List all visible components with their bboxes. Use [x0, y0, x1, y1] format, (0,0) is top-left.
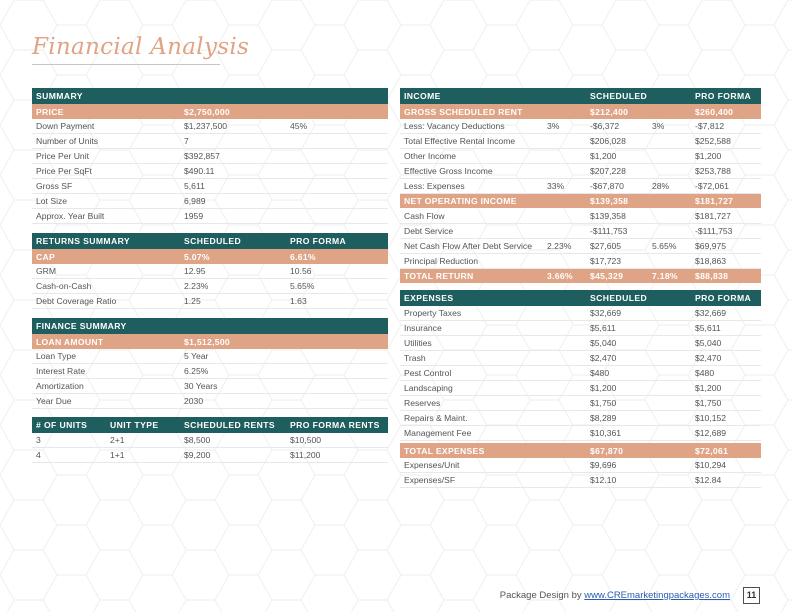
table-row: [400, 306, 761, 321]
cell-count: 4: [32, 448, 106, 463]
cell-label: Cash Flow: [400, 208, 543, 223]
cell-proforma: 1.63: [286, 294, 388, 309]
table-row: [400, 321, 761, 336]
cell-label: Repairs & Maint.: [400, 410, 586, 425]
cell-label: Management Fee: [400, 425, 586, 440]
cell-ppct: [648, 253, 691, 268]
cell-label: Down Payment: [32, 119, 180, 134]
cell-label: Landscaping: [400, 380, 586, 395]
cell-label: Less: Vacancy Deductions: [400, 119, 543, 134]
table-row: [32, 134, 388, 149]
units-type-header: UNIT TYPE: [106, 417, 180, 433]
cell-empty: [286, 349, 388, 364]
cell-scheduled: 2.23%: [180, 279, 286, 294]
cell-proforma: $2,470: [691, 351, 761, 366]
cap-row: [32, 249, 388, 264]
cell-ppct: 28%: [648, 179, 691, 194]
cell-spct: [543, 223, 586, 238]
noi-row: [400, 193, 761, 208]
table-row: [400, 336, 761, 351]
cell-pct: [286, 208, 388, 223]
cell-empty: [286, 379, 388, 394]
cell-ppct: 5.65%: [648, 238, 691, 253]
gross-rent-proforma: $260,400: [691, 104, 761, 119]
cell-ppct: 3%: [648, 119, 691, 134]
returns-header-row: [32, 233, 388, 249]
cell-value: 6.25%: [180, 364, 286, 379]
cell-value: 2030: [180, 394, 286, 409]
cell-scheduled: $10,361: [586, 425, 691, 440]
footer-prefix: Package Design by: [499, 590, 585, 601]
cell-label: Trash: [400, 351, 586, 366]
units-count-header: # OF UNITS: [32, 417, 106, 433]
table-row: [400, 164, 761, 179]
table-row: [400, 458, 761, 473]
gross-rent-scheduled: $212,400: [586, 104, 691, 119]
cell-scheduled: $8,289: [586, 410, 691, 425]
summary-header-row: [32, 88, 388, 104]
table-row: [32, 279, 388, 294]
cell-value: 30 Years: [180, 379, 286, 394]
total-expenses-proforma: $72,061: [691, 443, 761, 458]
cell-label: Pest Control: [400, 366, 586, 381]
table-row: [400, 366, 761, 381]
table-row: [400, 208, 761, 223]
cap-scheduled: 5.07%: [180, 249, 286, 264]
cell-proforma: $5,611: [691, 321, 761, 336]
table-row: [400, 425, 761, 440]
cell-scheduled: $9,696: [586, 458, 691, 473]
cell-scheduled: $139,358: [586, 208, 648, 223]
page-title: Financial Analysis: [32, 34, 250, 60]
table-row: [32, 164, 388, 179]
unit-mix-header-row: [32, 417, 388, 433]
cell-label: Cash-on-Cash: [32, 279, 180, 294]
cell-spct: [543, 134, 586, 149]
table-row: [400, 473, 761, 488]
table-row: [400, 149, 761, 164]
title-underline: [32, 64, 220, 65]
expenses-table: [400, 290, 761, 488]
cell-scheduled: $9,200: [180, 448, 286, 463]
cell-label: Number of Units: [32, 134, 180, 149]
cell-label: Price Per Unit: [32, 149, 180, 164]
finance-table: [32, 318, 388, 409]
cell-value: $392,857: [180, 149, 286, 164]
loan-amount-value: $1,512,500: [180, 334, 388, 349]
income-proforma-header: PRO FORMA: [691, 88, 761, 104]
cell-scheduled: $5,611: [586, 321, 691, 336]
cell-label: Insurance: [400, 321, 586, 336]
income-rows-a: [400, 119, 761, 193]
price-label: PRICE: [32, 104, 180, 119]
expenses-header: EXPENSES: [400, 290, 586, 306]
cell-spct: 2.23%: [543, 238, 586, 253]
cell-scheduled: $12.10: [586, 473, 691, 488]
cell-label: Net Cash Flow After Debt Service: [400, 238, 543, 253]
total-expenses-scheduled: $67,870: [586, 443, 691, 458]
cell-scheduled: $5,040: [586, 336, 691, 351]
returns-header: RETURNS SUMMARY: [32, 233, 180, 249]
cell-label: Less: Expenses: [400, 179, 543, 194]
loan-amount-row: [32, 334, 388, 349]
cell-empty: [286, 364, 388, 379]
table-row: [400, 380, 761, 395]
noi-scheduled: $139,358: [586, 193, 691, 208]
cell-proforma: -$7,812: [691, 119, 761, 134]
cell-proforma: -$111,753: [691, 223, 761, 238]
cell-proforma: $480: [691, 366, 761, 381]
cell-spct: 3%: [543, 119, 586, 134]
table-row: [32, 149, 388, 164]
table-row: [400, 253, 761, 268]
cell-ppct: [648, 164, 691, 179]
cell-label: Utilities: [400, 336, 586, 351]
finance-header: FINANCE SUMMARY: [32, 318, 388, 334]
cell-pct: [286, 164, 388, 179]
cell-value: 6,989: [180, 193, 286, 208]
cap-label: CAP: [32, 249, 180, 264]
total-expenses-label: TOTAL EXPENSES: [400, 443, 586, 458]
cell-label: Price Per SqFt: [32, 164, 180, 179]
cell-scheduled: $207,228: [586, 164, 648, 179]
table-row: [32, 433, 388, 448]
table-row: [32, 208, 388, 223]
summary-rows: [32, 119, 388, 223]
table-row: [400, 223, 761, 238]
loan-amount-label: LOAN AMOUNT: [32, 334, 180, 349]
table-row: [400, 395, 761, 410]
cell-proforma: $5,040: [691, 336, 761, 351]
cell-pct: [286, 193, 388, 208]
expenses-scheduled-header: SCHEDULED: [586, 290, 691, 306]
income-rows-b: [400, 208, 761, 268]
cell-scheduled: $206,028: [586, 134, 648, 149]
cell-proforma: $1,200: [691, 149, 761, 164]
cell-label: Amortization: [32, 379, 180, 394]
cell-proforma: $18,863: [691, 253, 761, 268]
cell-proforma: 10.56: [286, 264, 388, 279]
cell-empty: [286, 394, 388, 409]
cell-spct: 33%: [543, 179, 586, 194]
cell-spct: [543, 149, 586, 164]
cell-label: Year Due: [32, 394, 180, 409]
cap-proforma: 6.61%: [286, 249, 388, 264]
cell-scheduled: -$6,372: [586, 119, 648, 134]
table-row: [32, 179, 388, 194]
cell-pct: [286, 134, 388, 149]
cell-spct: [543, 164, 586, 179]
total-return-proforma: $88,838: [691, 268, 761, 283]
cell-proforma: 5.65%: [286, 279, 388, 294]
cell-scheduled: 12.95: [180, 264, 286, 279]
cell-label: Debt Service: [400, 223, 543, 238]
cell-value: 7: [180, 134, 286, 149]
price-row: [32, 104, 388, 119]
table-row: [400, 351, 761, 366]
cell-scheduled: $8,500: [180, 433, 286, 448]
cell-label: Interest Rate: [32, 364, 180, 379]
cell-label: Property Taxes: [400, 306, 586, 321]
cell-proforma: $10,152: [691, 410, 761, 425]
cell-label: Approx. Year Built: [32, 208, 180, 223]
expenses-proforma-header: PRO FORMA: [691, 290, 761, 306]
income-header-row: [400, 88, 761, 104]
cell-label: Total Effective Rental Income: [400, 134, 543, 149]
cell-pct: [286, 179, 388, 194]
cell-value: 1959: [180, 208, 286, 223]
cell-proforma: $10,294: [691, 458, 761, 473]
total-return-scheduled: $45,329: [586, 268, 648, 283]
cell-proforma: $253,788: [691, 164, 761, 179]
cell-scheduled: $32,669: [586, 306, 691, 321]
table-row: [400, 238, 761, 253]
gross-rent-label: GROSS SCHEDULED RENT: [400, 104, 586, 119]
total-return-row: [400, 268, 761, 283]
cell-count: 3: [32, 433, 106, 448]
returns-proforma-header: PRO FORMA: [286, 233, 388, 249]
finance-rows: [32, 349, 388, 409]
table-row: [400, 410, 761, 425]
unit-mix-table: [32, 417, 388, 463]
cell-label: Gross SF: [32, 179, 180, 194]
table-row: [32, 119, 388, 134]
unit-mix-rows: [32, 433, 388, 463]
finance-header-row: [32, 318, 388, 334]
cell-scheduled: $1,750: [586, 395, 691, 410]
summary-table: [32, 88, 388, 224]
cell-scheduled: -$67,870: [586, 179, 648, 194]
cell-type: 2+1: [106, 433, 180, 448]
table-row: [400, 134, 761, 149]
cell-scheduled: $1,200: [586, 149, 648, 164]
cell-proforma: $10,500: [286, 433, 388, 448]
total-return-proforma-pct: 7.18%: [648, 268, 691, 283]
gross-rent-row: [400, 104, 761, 119]
cell-proforma: $1,200: [691, 380, 761, 395]
cell-proforma: -$72,061: [691, 179, 761, 194]
table-row: [32, 264, 388, 279]
cell-label: Lot Size: [32, 193, 180, 208]
cell-label: Effective Gross Income: [400, 164, 543, 179]
price-value: $2,750,000: [180, 104, 388, 119]
cell-ppct: [648, 134, 691, 149]
total-return-label: TOTAL RETURN: [400, 268, 543, 283]
table-row: [32, 349, 388, 364]
cell-scheduled: $2,470: [586, 351, 691, 366]
cell-label: Principal Reduction: [400, 253, 543, 268]
cell-scheduled: -$111,753: [586, 223, 648, 238]
cell-label: Expenses/Unit: [400, 458, 586, 473]
cell-proforma: $181,727: [691, 208, 761, 223]
table-row: [400, 179, 761, 194]
returns-table: [32, 233, 388, 309]
noi-label: NET OPERATING INCOME: [400, 193, 586, 208]
table-row: [400, 119, 761, 134]
total-return-scheduled-pct: 3.66%: [543, 268, 586, 283]
cell-proforma: $12.84: [691, 473, 761, 488]
table-row: [32, 379, 388, 394]
expenses-rows: [400, 306, 761, 440]
cell-value: $1,237,500: [180, 119, 286, 134]
cell-label: Expenses/SF: [400, 473, 586, 488]
cell-ppct: [648, 208, 691, 223]
units-scheduled-header: SCHEDULED RENTS: [180, 417, 286, 433]
total-expenses-row: [400, 443, 761, 458]
cell-value: 5,611: [180, 179, 286, 194]
noi-proforma: $181,727: [691, 193, 761, 208]
cell-scheduled: $1,200: [586, 380, 691, 395]
cell-value: $490.11: [180, 164, 286, 179]
income-table: [400, 88, 761, 283]
cell-proforma: $1,750: [691, 395, 761, 410]
table-row: [32, 394, 388, 409]
cell-pct: 45%: [286, 119, 388, 134]
expenses-header-row: [400, 290, 761, 306]
cell-proforma: $11,200: [286, 448, 388, 463]
cell-proforma: $32,669: [691, 306, 761, 321]
cell-scheduled: $27,605: [586, 238, 648, 253]
returns-rows: [32, 264, 388, 309]
cell-ppct: [648, 149, 691, 164]
expenses-per-rows: [400, 458, 761, 488]
table-row: [32, 448, 388, 463]
cell-label: Other Income: [400, 149, 543, 164]
cell-label: Debt Coverage Ratio: [32, 294, 180, 309]
cell-value: 5 Year: [180, 349, 286, 364]
cell-label: Reserves: [400, 395, 586, 410]
cell-proforma: $12,689: [691, 425, 761, 440]
cell-type: 1+1: [106, 448, 180, 463]
table-row: [32, 193, 388, 208]
cell-label: Loan Type: [32, 349, 180, 364]
table-row: [32, 364, 388, 379]
cell-scheduled: $17,723: [586, 253, 648, 268]
cell-spct: [543, 253, 586, 268]
summary-header: SUMMARY: [32, 88, 388, 104]
cell-proforma: $69,975: [691, 238, 761, 253]
footer-credit: [500, 590, 730, 601]
income-header: INCOME: [400, 88, 586, 104]
income-scheduled-header: SCHEDULED: [586, 88, 691, 104]
cell-ppct: [648, 223, 691, 238]
returns-scheduled-header: SCHEDULED: [180, 233, 286, 249]
cell-spct: [543, 208, 586, 223]
cell-scheduled: $480: [586, 366, 691, 381]
page-number: 11: [743, 587, 760, 604]
cell-scheduled: 1.25: [180, 294, 286, 309]
footer-link[interactable]: www.CREmarketingpackages.com: [584, 590, 730, 601]
table-row: [32, 294, 388, 309]
units-proforma-header: PRO FORMA RENTS: [286, 417, 388, 433]
cell-label: GRM: [32, 264, 180, 279]
cell-proforma: $252,588: [691, 134, 761, 149]
cell-pct: [286, 149, 388, 164]
